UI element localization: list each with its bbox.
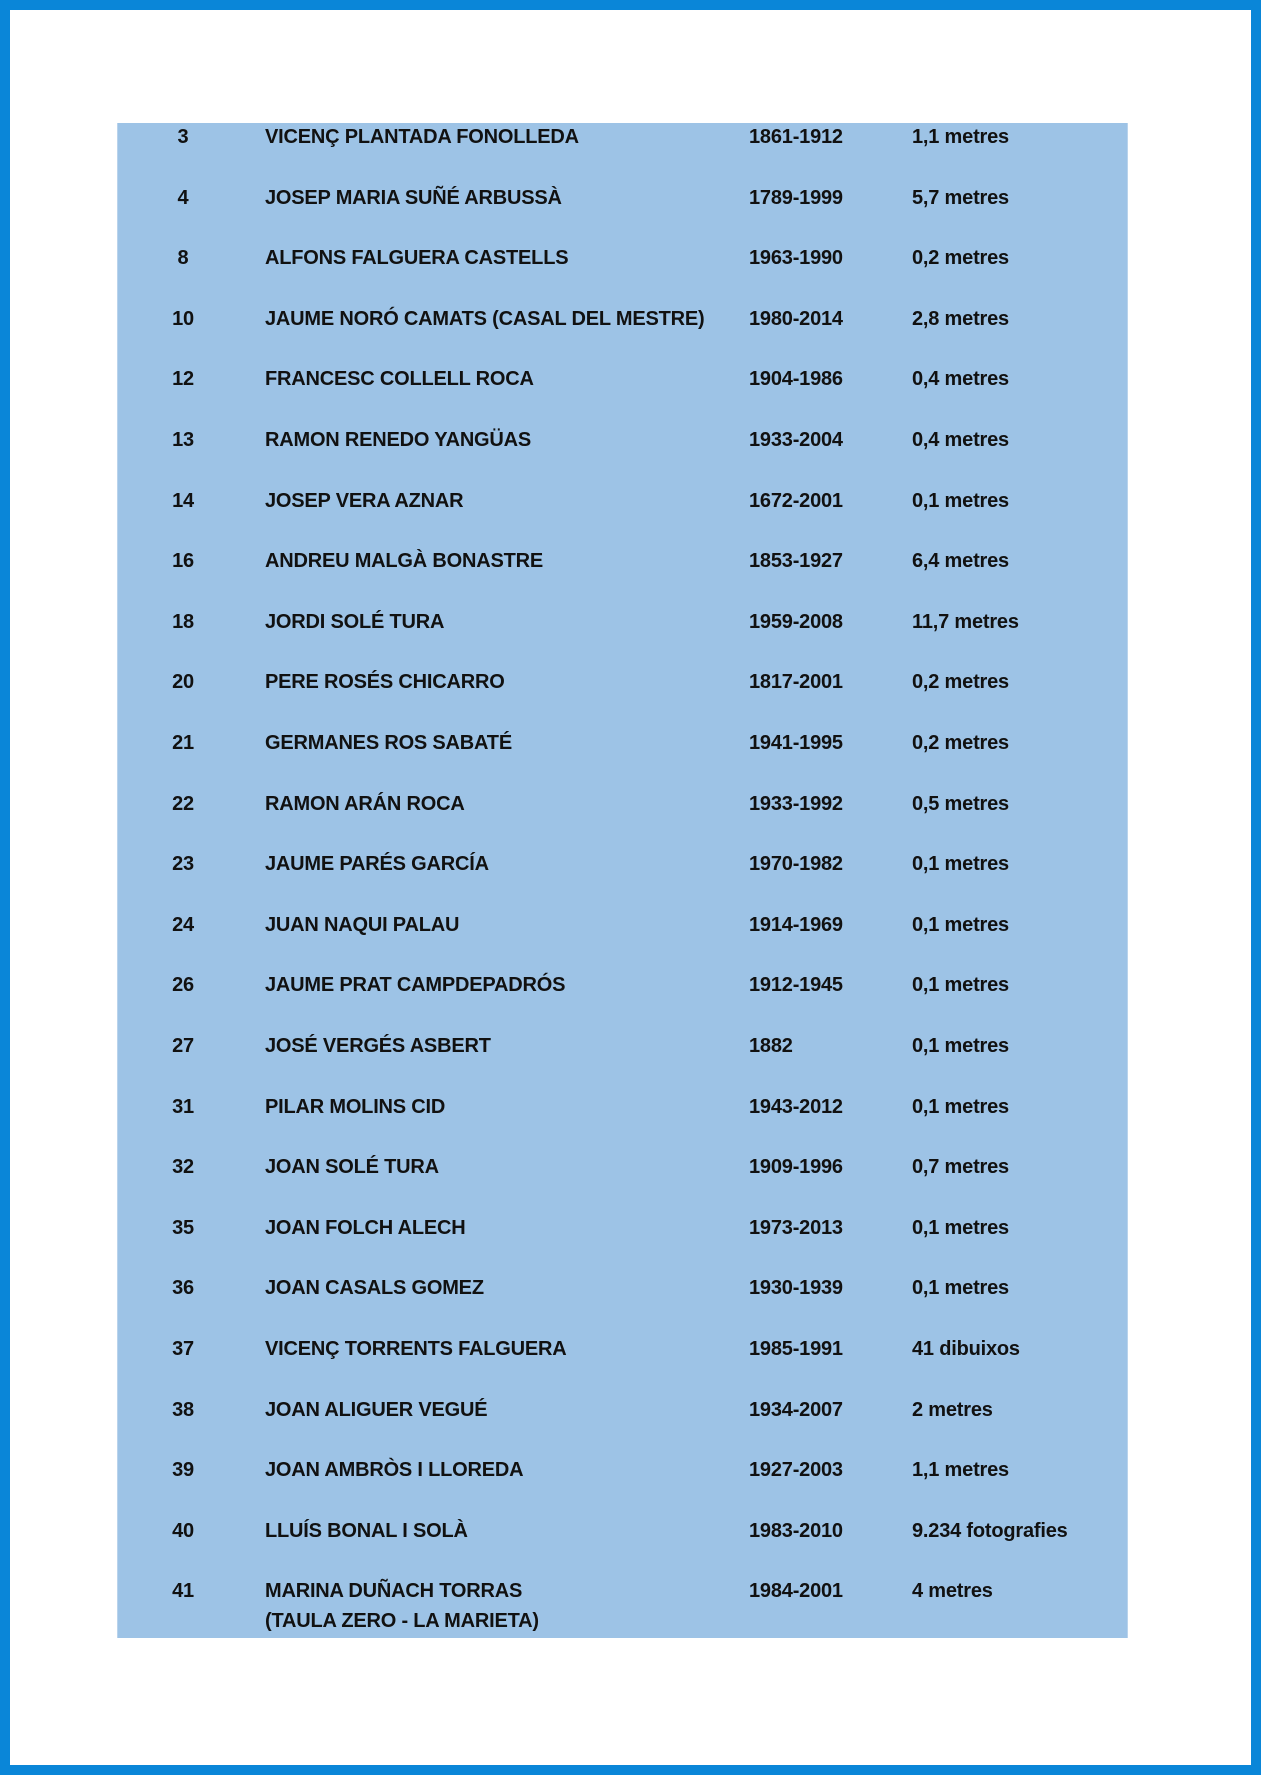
row-name-line: GERMANES ROS SABATÉ xyxy=(265,732,512,754)
row-name xyxy=(265,728,512,758)
row-name xyxy=(265,546,543,576)
row-years: 1959-2008 xyxy=(749,610,843,633)
row-name xyxy=(265,304,704,334)
row-years: 1912-1945 xyxy=(749,974,843,997)
table-row xyxy=(118,425,1127,481)
table-row xyxy=(118,1334,1127,1390)
row-years: 1789-1999 xyxy=(749,186,843,209)
table-row xyxy=(118,1213,1127,1269)
row-name-line: RAMON ARÁN ROCA xyxy=(265,792,465,815)
table-row xyxy=(118,546,1127,602)
row-years: 1985-1991 xyxy=(749,1338,843,1360)
table-row xyxy=(118,728,1127,784)
row-extent: 0,1 metres xyxy=(912,1035,1009,1057)
row-name-line: JOAN CASALS GOMEZ xyxy=(265,1277,484,1300)
table-row xyxy=(118,910,1127,966)
row-number: 38 xyxy=(172,1398,194,1421)
row-name-line: JOAN AMBRÒS I LLOREDA xyxy=(265,1459,524,1482)
row-extent: 0,1 metres xyxy=(912,489,1009,512)
row-name xyxy=(265,1031,491,1061)
row-years: 1973-2013 xyxy=(749,1216,843,1239)
row-years: 1980-2014 xyxy=(749,307,843,330)
row-years: 1984-2001 xyxy=(749,1580,843,1603)
row-extent: 0,4 metres xyxy=(912,368,1009,391)
table-row xyxy=(118,1273,1127,1329)
table-row xyxy=(118,1516,1127,1572)
table-row xyxy=(118,849,1127,905)
row-name xyxy=(265,607,444,637)
row-years: 1970-1982 xyxy=(749,853,843,876)
row-years: 1927-2003 xyxy=(749,1459,843,1482)
row-name xyxy=(265,667,505,697)
row-number: 24 xyxy=(172,913,194,936)
row-extent: 2,8 metres xyxy=(912,307,1009,330)
row-name-line: JORDI SOLÉ TURA xyxy=(265,610,445,633)
row-name-line: (TAULA ZERO - LA MARIETA) xyxy=(265,1610,539,1633)
row-name xyxy=(265,122,579,152)
row-name-line: ALFONS FALGUERA CASTELLS xyxy=(265,247,569,270)
row-extent: 0,7 metres xyxy=(912,1156,1009,1179)
row-years: 1817-2001 xyxy=(749,671,843,694)
row-number: 4 xyxy=(177,186,189,209)
row-extent: 9.234 fotografies xyxy=(912,1519,1068,1542)
table-row xyxy=(118,1395,1127,1451)
row-number: 35 xyxy=(172,1216,194,1239)
table-row xyxy=(118,243,1127,299)
row-years: 1904-1986 xyxy=(749,368,843,391)
row-name xyxy=(265,849,489,879)
row-extent: 5,7 metres xyxy=(912,186,1009,209)
row-number: 16 xyxy=(172,550,194,573)
row-name xyxy=(265,910,459,940)
table-row xyxy=(118,183,1127,239)
row-number: 18 xyxy=(172,610,194,633)
row-name-line: JAUME PARÉS GARCÍA xyxy=(265,853,489,876)
row-number: 41 xyxy=(172,1580,194,1603)
row-name xyxy=(265,425,531,455)
table-row xyxy=(118,1576,1127,1632)
row-name-line: VICENÇ TORRENTS FALGUERA xyxy=(265,1338,567,1360)
row-extent: 0,1 metres xyxy=(912,974,1009,997)
row-number: 26 xyxy=(172,974,194,997)
table-row xyxy=(118,667,1127,723)
row-number: 39 xyxy=(172,1459,194,1482)
row-years: 1853-1927 xyxy=(749,550,843,573)
row-extent: 2 metres xyxy=(912,1398,993,1421)
row-years: 1861-1912 xyxy=(749,126,843,148)
row-number: 27 xyxy=(172,1035,194,1057)
row-extent: 0,2 metres xyxy=(912,732,1009,754)
row-extent: 1,1 metres xyxy=(912,126,1009,148)
row-years: 1933-2004 xyxy=(749,429,843,451)
row-years: 1943-2012 xyxy=(749,1095,843,1118)
row-extent: 0,1 metres xyxy=(912,1095,1009,1118)
row-years: 1930-1939 xyxy=(749,1277,843,1300)
fonds-table xyxy=(117,123,1128,1638)
row-number: 8 xyxy=(177,247,189,270)
row-extent: 1,1 metres xyxy=(912,1459,1009,1482)
row-name xyxy=(265,1092,445,1122)
table-row xyxy=(118,607,1127,663)
row-extent: 0,1 metres xyxy=(912,853,1009,876)
table-row xyxy=(118,970,1127,1026)
row-name xyxy=(265,1334,567,1364)
row-years: 1882 xyxy=(749,1035,793,1057)
row-extent: 11,7 metres xyxy=(912,610,1019,633)
row-number: 22 xyxy=(172,792,194,815)
table-row xyxy=(118,486,1127,542)
row-name-line: JAUME PRAT CAMPDEPADRÓS xyxy=(265,974,566,997)
row-name-line: JOAN FOLCH ALECH xyxy=(265,1216,466,1239)
row-years: 1934-2007 xyxy=(749,1398,843,1421)
row-name xyxy=(265,1273,484,1303)
table-row xyxy=(118,304,1127,360)
row-years: 1914-1969 xyxy=(749,913,843,936)
row-number: 37 xyxy=(172,1338,194,1360)
row-extent: 0,1 metres xyxy=(912,1277,1009,1300)
row-name-line: PILAR MOLINS CID xyxy=(265,1095,446,1118)
row-number: 13 xyxy=(172,429,194,451)
row-name xyxy=(265,486,463,516)
row-number: 20 xyxy=(172,671,194,694)
row-number: 21 xyxy=(172,732,194,754)
row-name xyxy=(265,1516,468,1546)
table-row xyxy=(118,1092,1127,1148)
row-years: 1963-1990 xyxy=(749,247,843,270)
row-name-line: FRANCESC COLLELL ROCA xyxy=(265,368,534,391)
row-name xyxy=(265,1152,439,1182)
row-number: 3 xyxy=(177,126,189,148)
row-extent: 0,4 metres xyxy=(912,429,1009,451)
row-years: 1909-1996 xyxy=(749,1156,843,1179)
row-extent: 41 dibuixos xyxy=(912,1338,1020,1360)
row-name-line: JOAN ALIGUER VEGUÉ xyxy=(265,1398,488,1421)
row-extent: 0,5 metres xyxy=(912,792,1009,815)
row-name-line: JAUME NORÓ CAMATS (CASAL DEL MESTRE) xyxy=(265,307,705,330)
row-name xyxy=(265,1455,523,1485)
row-name-line: JUAN NAQUI PALAU xyxy=(265,913,460,936)
row-number: 32 xyxy=(172,1156,194,1179)
row-name-line: JOSEP VERA AZNAR xyxy=(265,489,464,512)
row-extent: 0,1 metres xyxy=(912,1216,1009,1239)
row-name-line: JOAN SOLÉ TURA xyxy=(265,1156,439,1179)
row-years: 1983-2010 xyxy=(749,1519,843,1542)
row-number: 12 xyxy=(172,368,194,391)
row-number: 31 xyxy=(172,1095,194,1118)
table-row xyxy=(118,1152,1127,1208)
row-name xyxy=(265,1213,466,1243)
row-name xyxy=(265,1395,487,1425)
row-number: 14 xyxy=(172,489,194,512)
table-row xyxy=(118,122,1127,178)
row-extent: 0,2 metres xyxy=(912,247,1009,270)
row-name-line: MARINA DUÑACH TORRAS xyxy=(265,1580,523,1603)
row-extent: 0,1 metres xyxy=(912,913,1009,936)
row-name-line: JOSEP MARIA SUÑÉ ARBUSSÀ xyxy=(265,186,562,209)
table-row xyxy=(118,364,1127,420)
row-name-line: JOSÉ VERGÉS ASBERT xyxy=(265,1035,491,1057)
row-number: 36 xyxy=(172,1277,194,1300)
row-name-line: RAMON RENEDO YANGÜAS xyxy=(265,429,532,451)
table-row xyxy=(118,1455,1127,1511)
row-name-line: LLUÍS BONAL I SOLÀ xyxy=(265,1519,468,1542)
row-name xyxy=(265,243,568,273)
row-extent: 6,4 metres xyxy=(912,550,1009,573)
row-extent: 4 metres xyxy=(912,1580,993,1603)
table-row xyxy=(118,1031,1127,1087)
table-row xyxy=(118,789,1127,845)
row-name-line: PERE ROSÉS CHICARRO xyxy=(265,671,505,694)
row-name xyxy=(265,970,565,1000)
row-name xyxy=(265,183,562,213)
row-name xyxy=(265,364,534,394)
row-name xyxy=(265,789,465,819)
row-extent: 0,2 metres xyxy=(912,671,1009,694)
row-years: 1941-1995 xyxy=(749,732,843,754)
row-number: 10 xyxy=(172,307,194,330)
row-years: 1672-2001 xyxy=(749,489,843,512)
row-name-line: VICENÇ PLANTADA FONOLLEDA xyxy=(265,126,579,148)
row-number: 23 xyxy=(172,853,194,876)
row-name-line: ANDREU MALGÀ BONASTRE xyxy=(265,550,544,573)
row-number: 40 xyxy=(172,1519,194,1542)
row-years: 1933-1992 xyxy=(749,792,843,815)
row-name xyxy=(265,1576,539,1636)
